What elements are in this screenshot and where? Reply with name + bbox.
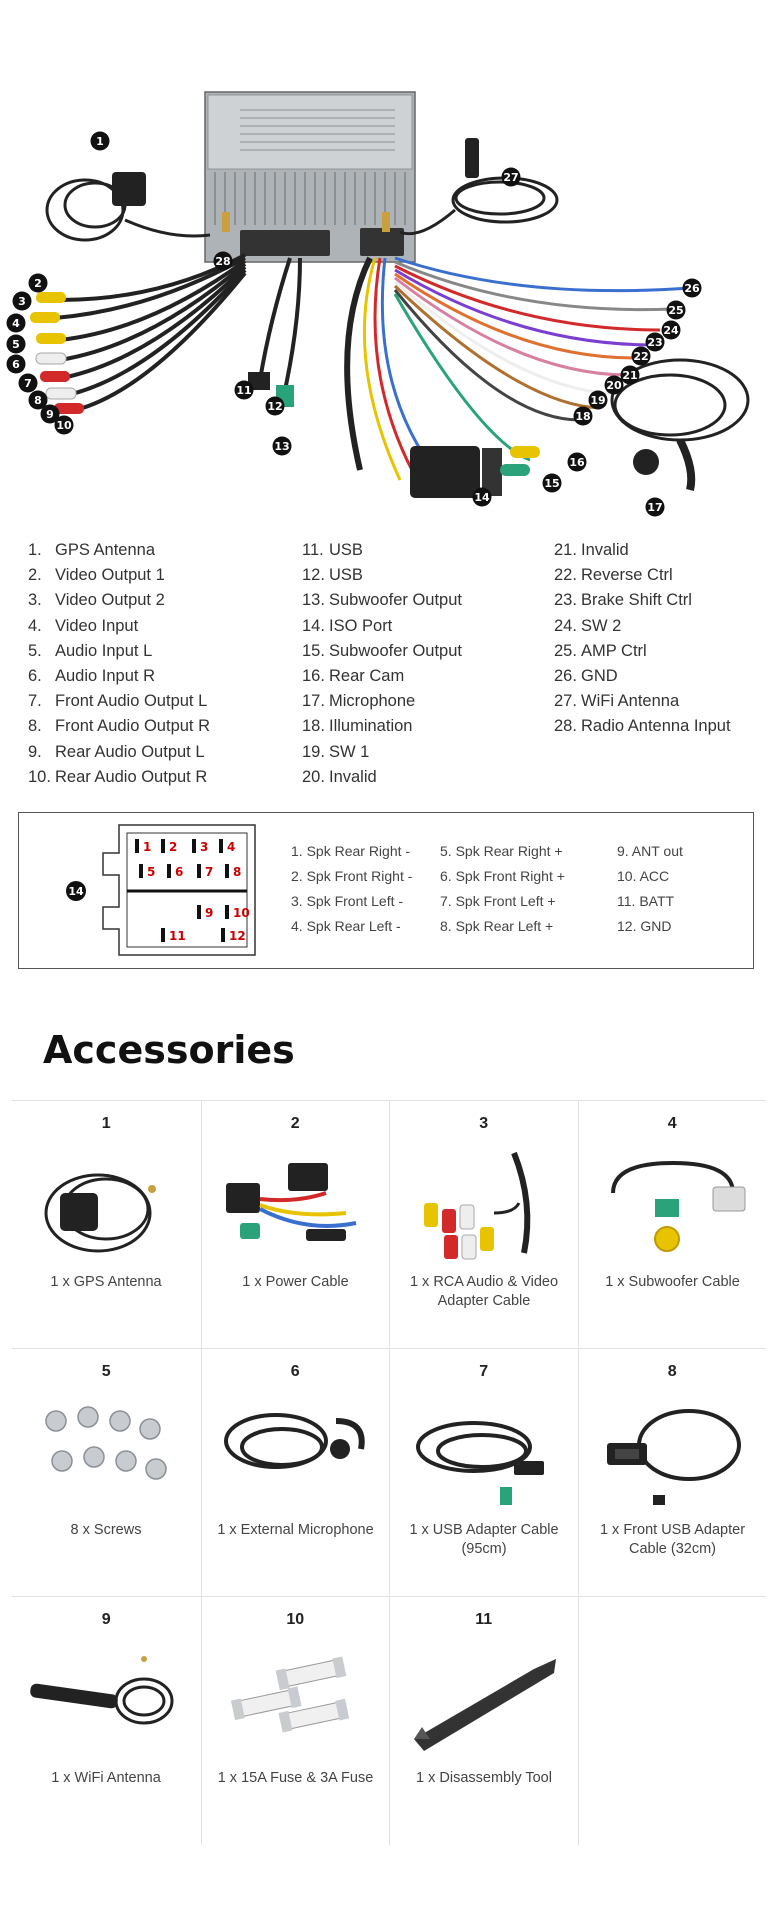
pin-description: 12. GND (617, 918, 672, 934)
legend-item (302, 664, 462, 689)
svg-text:11: 11 (236, 384, 252, 397)
svg-text:2: 2 (34, 277, 42, 290)
legend-item-label: GND (581, 666, 618, 685)
iso-pin-2 (161, 839, 177, 854)
accessory-label: 1 x Subwoofer Cable (605, 1274, 740, 1290)
svg-text:21: 21 (622, 369, 638, 382)
svg-text:19: 19 (590, 394, 606, 407)
accessory-number: 1 (101, 1115, 111, 1132)
accessory-item (201, 1349, 390, 1597)
iso-pin-11 (161, 928, 186, 943)
accessory-item (389, 1597, 578, 1845)
accessory-number: 6 (290, 1363, 300, 1380)
legend-item-label: Brake Shift Ctrl (581, 591, 692, 610)
accessory-label: 1 x USB Adapter Cable (95cm) (409, 1522, 559, 1557)
accessory-number: 8 (667, 1363, 677, 1380)
legend-item-number: 12. (302, 566, 325, 585)
accessory-item (578, 1101, 767, 1349)
accessory-label: 1 x Front USB Adapter Cable (32cm) (599, 1522, 746, 1557)
svg-text:28: 28 (215, 255, 231, 268)
wifi-antenna-icon (26, 1639, 186, 1759)
marker-10 (55, 416, 74, 435)
iso-pin-3 (192, 839, 208, 854)
accessories-title: Accessories (43, 1028, 295, 1072)
legend-item-label: Invalid (329, 767, 377, 786)
marker-21 (621, 366, 640, 385)
head-unit-image (205, 92, 415, 262)
legend-item (28, 563, 210, 588)
legend-item-label: Illumination (329, 717, 413, 736)
svg-text:25: 25 (668, 304, 684, 317)
gps-antenna-image (47, 172, 210, 240)
iso-pin-12 (221, 928, 246, 943)
svg-text:5: 5 (12, 338, 20, 351)
accessory-label: 1 x Power Cable (242, 1274, 349, 1290)
accessory-number: 3 (479, 1115, 489, 1132)
svg-text:10: 10 (56, 419, 72, 432)
legend-item (28, 614, 210, 639)
legend-item (28, 538, 210, 563)
accessory-number: 4 (667, 1115, 677, 1132)
legend-item (28, 639, 210, 664)
legend-item-number: 7. (28, 692, 42, 711)
svg-text:7: 7 (24, 377, 32, 390)
legend-item-label: Video Input (55, 616, 139, 635)
legend-item (554, 614, 731, 639)
svg-text:8: 8 (34, 394, 42, 407)
legend-item-number: 11. (302, 541, 324, 559)
svg-text:27: 27 (503, 171, 519, 184)
legend-item-number: 9. (28, 742, 42, 761)
legend-item-number: 3. (28, 591, 42, 610)
svg-text:8: 8 (233, 865, 242, 879)
legend-item-number: 26. (554, 666, 577, 685)
gps-antenna-icon (26, 1143, 186, 1263)
legend-item-label: SW 1 (329, 742, 370, 761)
marker-15 (543, 474, 562, 493)
legend-item-label: Invalid (581, 541, 629, 559)
pin-description: 8. Spk Rear Left + (440, 918, 554, 934)
accessory-number: 2 (290, 1115, 300, 1132)
front-usb-cable-icon (593, 1391, 753, 1511)
legend-item-label: Video Output 1 (55, 566, 165, 585)
svg-text:20: 20 (606, 379, 622, 392)
accessory-label: 1 x GPS Antenna (50, 1274, 162, 1290)
accessory-row (12, 1100, 766, 1348)
legend-item-label: USB (329, 541, 363, 559)
marker-27 (502, 168, 521, 187)
legend-item-label: AMP Ctrl (581, 641, 647, 660)
marker-25 (667, 301, 686, 320)
accessory-label: 8 x Screws (70, 1522, 142, 1538)
legend-item-number: 5. (28, 641, 42, 660)
legend-item-label: Audio Input L (55, 641, 153, 660)
accessory-item (578, 1349, 767, 1597)
svg-text:26: 26 (684, 282, 700, 295)
svg-text:6: 6 (175, 865, 184, 879)
svg-text:15: 15 (544, 477, 560, 490)
legend-item (554, 714, 731, 739)
svg-text:5: 5 (147, 865, 156, 879)
screws-icon (26, 1391, 186, 1511)
microphone-icon (216, 1391, 376, 1511)
legend-item (302, 765, 462, 790)
accessory-item (201, 1597, 390, 1845)
legend-item (554, 563, 731, 588)
marker-11 (235, 381, 254, 400)
svg-text:17: 17 (647, 501, 663, 514)
legend-item (28, 765, 210, 790)
pin-column-2 (440, 839, 565, 939)
marker-14 (473, 488, 492, 507)
legend-item-number: 1. (28, 541, 42, 559)
marker-19 (589, 391, 608, 410)
legend-item-number: 25. (554, 641, 577, 660)
pin-description: 1. Spk Rear Right - (291, 843, 411, 859)
legend-column-2 (302, 538, 462, 790)
svg-text:24: 24 (663, 324, 679, 337)
legend-item-label: Rear Cam (329, 666, 405, 685)
rca-cable-icon (404, 1143, 564, 1263)
pin-description: 5. Spk Rear Right + (440, 843, 563, 859)
legend-column-1 (28, 538, 210, 790)
iso-marker-label: 14 (68, 885, 84, 898)
rca-cable-bundle-image (55, 255, 245, 410)
legend-item-number: 15. (302, 641, 325, 660)
legend-item (302, 563, 462, 588)
legend-item-label: Reverse Ctrl (581, 566, 673, 585)
legend-item-label: Microphone (329, 692, 416, 711)
marker-20 (605, 376, 624, 395)
marker-12 (266, 397, 285, 416)
pin-description: 11. BATT (617, 893, 675, 909)
accessory-item (12, 1597, 201, 1845)
legend-item-label: Subwoofer Output (329, 591, 462, 610)
legend-item-label: Rear Audio Output R (55, 767, 208, 786)
legend-item-number: 17. (302, 692, 325, 711)
pin-description: 3. Spk Front Left - (291, 893, 404, 909)
svg-text:1: 1 (96, 135, 104, 148)
accessory-item (12, 1349, 201, 1597)
iso-pin-5 (139, 864, 155, 879)
legend-item (554, 639, 731, 664)
pin-description: 7. Spk Front Left + (440, 893, 556, 909)
legend-item (28, 664, 210, 689)
svg-text:10: 10 (233, 906, 250, 920)
usb-cable-icon (404, 1391, 564, 1511)
accessory-label: 1 x WiFi Antenna (51, 1770, 161, 1786)
legend-item-number: 19. (302, 742, 325, 761)
marker-26 (683, 279, 702, 298)
wiring-diagram (0, 0, 778, 530)
legend-item-number: 24. (554, 616, 577, 635)
legend-item (554, 588, 731, 613)
pin-description: 4. Spk Rear Left - (291, 918, 401, 934)
marker-28 (214, 252, 233, 271)
legend-item-label: Front Audio Output L (55, 692, 208, 711)
svg-text:23: 23 (647, 336, 663, 349)
legend-item-number: 21. (554, 541, 577, 559)
fuse-icon (216, 1639, 376, 1759)
legend-item-number: 8. (28, 717, 42, 736)
legend-item (302, 714, 462, 739)
marker-13 (273, 437, 292, 456)
marker-18 (574, 407, 593, 426)
svg-text:9: 9 (46, 408, 54, 421)
legend-item-number: 23. (554, 591, 577, 610)
legend-item-number: 2. (28, 566, 42, 585)
legend-item-number: 10. (28, 767, 51, 786)
usb-cables-image (248, 258, 300, 407)
svg-text:18: 18 (575, 410, 591, 423)
iso-marker (66, 881, 86, 901)
svg-text:7: 7 (205, 865, 214, 879)
legend-item-label: Audio Input R (55, 666, 155, 685)
marker-2 (29, 274, 48, 293)
pin-description: 2. Spk Front Right - (291, 868, 413, 884)
connection-legend (28, 538, 758, 798)
legend-item-label: Rear Audio Output L (55, 742, 205, 761)
control-wires-image (395, 258, 690, 476)
accessory-row (12, 1596, 766, 1844)
disassembly-tool-icon (404, 1639, 564, 1759)
accessory-label: 1 x External Microphone (217, 1522, 374, 1538)
iso-pin-8 (225, 864, 241, 879)
svg-text:12: 12 (267, 400, 283, 413)
svg-text:16: 16 (569, 456, 585, 469)
legend-item-label: WiFi Antenna (581, 692, 680, 711)
power-cable-icon (216, 1143, 376, 1263)
pin-column-3 (617, 839, 683, 939)
pin-description: 9. ANT out (617, 843, 683, 859)
legend-item (302, 588, 462, 613)
legend-item-label: Front Audio Output R (55, 717, 211, 736)
svg-text:12: 12 (229, 929, 246, 943)
legend-item-label: ISO Port (329, 616, 393, 635)
legend-item-number: 27. (554, 692, 577, 711)
svg-text:14: 14 (474, 491, 490, 504)
svg-text:1: 1 (143, 840, 152, 854)
legend-item-number: 6. (28, 666, 42, 685)
iso-connector-diagram (19, 813, 289, 968)
marker-16 (568, 453, 587, 472)
legend-item (28, 588, 210, 613)
legend-item (554, 689, 731, 714)
legend-item (554, 538, 731, 563)
legend-item-number: 13. (302, 591, 325, 610)
svg-text:13: 13 (274, 440, 290, 453)
legend-item-number: 4. (28, 616, 42, 635)
accessory-label: 1 x Disassembly Tool (416, 1770, 552, 1786)
legend-item-number: 18. (302, 717, 325, 736)
accessory-item (389, 1349, 578, 1597)
accessory-number: 11 (475, 1611, 493, 1628)
svg-text:3: 3 (18, 295, 26, 308)
accessory-number: 9 (101, 1611, 111, 1628)
marker-7 (19, 374, 38, 393)
svg-text:2: 2 (169, 840, 178, 854)
marker-23 (646, 333, 665, 352)
svg-text:4: 4 (227, 840, 236, 854)
svg-text:9: 9 (205, 906, 214, 920)
legend-item-number: 28. (554, 717, 577, 736)
legend-item (302, 740, 462, 765)
marker-3 (13, 292, 32, 311)
marker-5 (7, 335, 26, 354)
iso-pin-1 (135, 839, 151, 854)
accessory-number: 7 (479, 1363, 489, 1380)
legend-item (302, 639, 462, 664)
accessory-number: 5 (101, 1363, 111, 1380)
iso-pin-4 (219, 839, 235, 854)
pin-description: 10. ACC (617, 868, 670, 884)
legend-item-number: 20. (302, 767, 325, 786)
svg-text:3: 3 (200, 840, 209, 854)
iso-pin-9 (197, 905, 213, 920)
marker-4 (7, 314, 26, 333)
accessory-item (578, 1597, 767, 1845)
svg-text:22: 22 (633, 350, 649, 363)
legend-item-number: 14. (302, 616, 325, 635)
accessory-number: 10 (286, 1611, 305, 1628)
legend-item-number: 16. (302, 666, 325, 685)
legend-column-3 (554, 538, 731, 740)
accessory-item (201, 1101, 390, 1349)
iso-pin-6 (167, 864, 183, 879)
marker-1 (91, 132, 110, 151)
iso-pin-10 (225, 905, 250, 920)
iso-pinout-box (18, 812, 754, 969)
svg-text:4: 4 (12, 317, 20, 330)
legend-item-label: USB (329, 566, 363, 585)
marker-6 (7, 355, 26, 374)
marker-24 (662, 321, 681, 340)
legend-item (302, 689, 462, 714)
legend-item (554, 664, 731, 689)
legend-item (302, 538, 462, 563)
legend-item (28, 714, 210, 739)
marker-22 (632, 347, 651, 366)
accessory-item (389, 1101, 578, 1349)
accessory-label: 1 x RCA Audio & Video Adapter Cable (409, 1274, 559, 1309)
marker-17 (646, 498, 665, 517)
accessory-label: 1 x 15A Fuse & 3A Fuse (217, 1770, 374, 1786)
accessory-item (12, 1101, 201, 1349)
svg-text:11: 11 (169, 929, 186, 943)
svg-text:6: 6 (12, 358, 20, 371)
legend-item-label: Video Output 2 (55, 591, 165, 610)
legend-item (28, 689, 210, 714)
pin-description: 6. Spk Front Right + (440, 868, 565, 884)
iso-pin-7 (197, 864, 213, 879)
legend-item (28, 740, 210, 765)
legend-item-number: 22. (554, 566, 577, 585)
pin-column-1 (291, 839, 412, 939)
subwoofer-cable-icon (593, 1143, 753, 1263)
legend-item-label: GPS Antenna (55, 541, 155, 559)
accessory-row (12, 1348, 766, 1596)
legend-item-label: SW 2 (581, 616, 622, 635)
legend-item-label: Subwoofer Output (329, 641, 462, 660)
legend-item-label: Radio Antenna Input (581, 717, 731, 736)
legend-item (302, 614, 462, 639)
wifi-antenna-image (400, 138, 557, 234)
